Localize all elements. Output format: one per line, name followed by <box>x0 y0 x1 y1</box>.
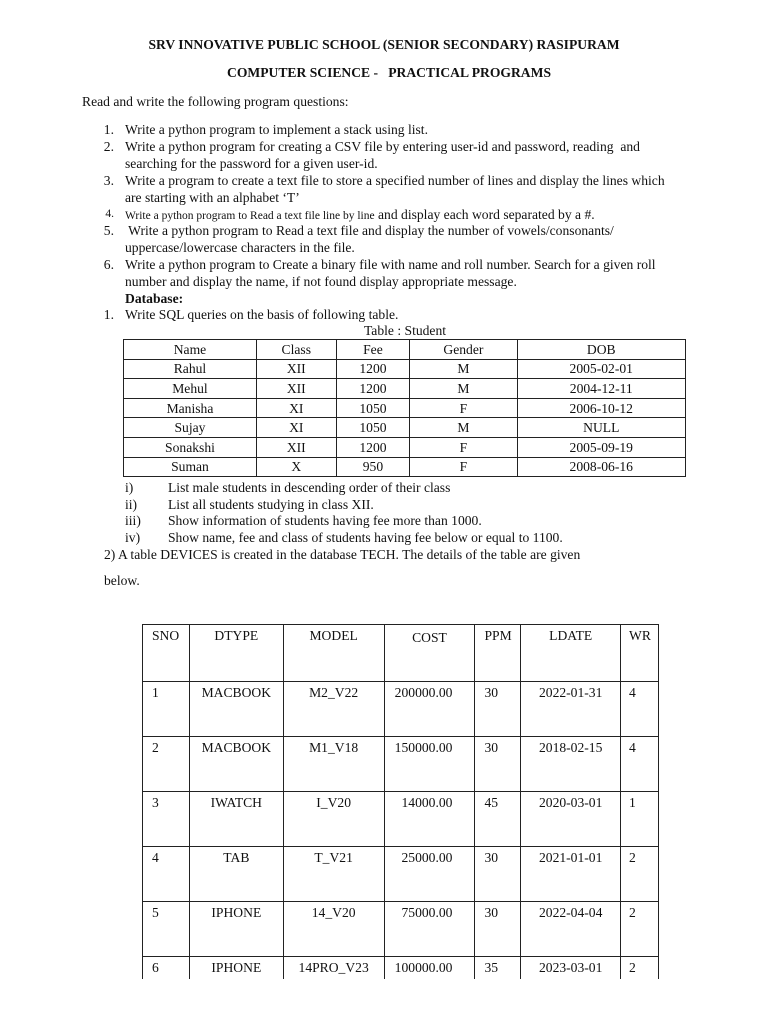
devices-intro-line: 2) A table DEVICES is created in the database TECH. The details of the table are given <box>104 547 581 562</box>
table-cell: 2022-01-31 <box>521 682 621 737</box>
table-cell: 25000.00 <box>384 847 475 902</box>
table-header-row <box>124 340 686 360</box>
table-cell: 2023-03-01 <box>521 957 621 980</box>
table-cell: XII <box>256 359 336 379</box>
program-number: 4. <box>105 208 114 220</box>
table-row <box>124 398 686 418</box>
program-line-part: Write a python program to Read a text file line by line <box>125 210 375 222</box>
table-cell: X <box>256 457 336 477</box>
query-text: List male students in descending order of their class <box>168 480 451 495</box>
query-number: i) <box>125 480 134 495</box>
query-number: iii) <box>125 513 141 528</box>
column-header: SNO <box>143 625 190 682</box>
table-cell: M <box>410 418 517 438</box>
column-header: COST <box>384 625 475 682</box>
table-cell: Rahul <box>124 359 257 379</box>
table-cell: 4 <box>621 737 659 792</box>
table-cell: 75000.00 <box>384 902 475 957</box>
table-cell: 2020-03-01 <box>521 792 621 847</box>
table-cell: Suman <box>124 457 257 477</box>
table-cell: 2 <box>143 737 190 792</box>
table-row <box>143 682 659 737</box>
table-cell: IWATCH <box>189 792 283 847</box>
table-cell: 3 <box>143 792 190 847</box>
table-cell: 2018-02-15 <box>521 737 621 792</box>
column-header: Gender <box>410 340 517 360</box>
query-text: Show information of students having fee more than 1000. <box>168 513 482 528</box>
program-number: 6. <box>103 257 114 272</box>
database-heading: Database: <box>125 291 184 306</box>
table-cell: 30 <box>475 737 521 792</box>
column-header: Class <box>256 340 336 360</box>
table-cell: 200000.00 <box>384 682 475 737</box>
table-cell: 1050 <box>336 418 410 438</box>
table-cell: NULL <box>517 418 686 438</box>
table-cell: 1200 <box>336 437 410 457</box>
table-row <box>143 902 659 957</box>
query-number: iv) <box>125 530 141 545</box>
program-line: number and display the name, if not found display appropriate message. <box>125 274 517 289</box>
program-line: Write a python program to Create a binary file with name and roll number. Search for a given roll <box>125 257 656 272</box>
program-number: 3. <box>103 173 114 188</box>
table-cell: Mehul <box>124 379 257 399</box>
table-cell: 4 <box>621 682 659 737</box>
table-cell: 4 <box>143 847 190 902</box>
table-cell: M <box>410 379 517 399</box>
column-header: LDATE <box>521 625 621 682</box>
table-row <box>143 737 659 792</box>
table-cell: 2 <box>621 957 659 980</box>
table-cell: 14PRO_V23 <box>283 957 384 980</box>
table-cell: Sujay <box>124 418 257 438</box>
table-cell: 30 <box>475 682 521 737</box>
school-title: SRV INNOVATIVE PUBLIC SCHOOL (SENIOR SECONDARY) RASIPURAM <box>148 37 620 52</box>
table-caption: Table : Student <box>363 323 447 338</box>
table-cell: 5 <box>143 902 190 957</box>
program-line: Write a program to create a text file to store a specified number of lines and display the lines which <box>125 173 665 188</box>
program-line: Write a python program to implement a stack using list. <box>125 122 428 137</box>
table-cell: 950 <box>336 457 410 477</box>
column-header: Fee <box>336 340 410 360</box>
table-cell: 14_V20 <box>283 902 384 957</box>
table-cell: M1_V18 <box>283 737 384 792</box>
column-header: PPM <box>475 625 521 682</box>
table-cell: 6 <box>143 957 190 980</box>
student-table <box>123 339 686 477</box>
table-cell: 1200 <box>336 379 410 399</box>
table-cell: 2008-06-16 <box>517 457 686 477</box>
table-cell: F <box>410 437 517 457</box>
table-cell: 2005-09-19 <box>517 437 686 457</box>
table-cell: M2_V22 <box>283 682 384 737</box>
table-cell: 1200 <box>336 359 410 379</box>
program-line: searching for the password for a given user-id. <box>125 156 378 171</box>
table-cell: 14000.00 <box>384 792 475 847</box>
table-cell: F <box>410 398 517 418</box>
table-cell: T_V21 <box>283 847 384 902</box>
table-cell: Manisha <box>124 398 257 418</box>
table-cell: XII <box>256 437 336 457</box>
query-number: ii) <box>125 497 138 512</box>
query-text: Show name, fee and class of students having fee below or equal to 1100. <box>168 530 563 545</box>
table-cell: MACBOOK <box>189 682 283 737</box>
table-cell: 2005-02-01 <box>517 359 686 379</box>
table-cell: 2004-12-11 <box>517 379 686 399</box>
table-cell: 1050 <box>336 398 410 418</box>
table-cell: XI <box>256 398 336 418</box>
table-row <box>143 847 659 902</box>
column-header: DOB <box>517 340 686 360</box>
table-cell: 1 <box>143 682 190 737</box>
table-cell: Sonakshi <box>124 437 257 457</box>
column-header: WR <box>621 625 659 682</box>
program-line: Write a python program for creating a CSV file by entering user-id and password, reading and <box>125 139 640 154</box>
table-cell: 2006-10-12 <box>517 398 686 418</box>
column-header: Name <box>124 340 257 360</box>
devices-intro-line: below. <box>104 573 140 588</box>
table-cell: I_V20 <box>283 792 384 847</box>
table-cell: 30 <box>475 847 521 902</box>
table-row <box>124 457 686 477</box>
table-row <box>124 379 686 399</box>
table-cell: M <box>410 359 517 379</box>
table-cell: XII <box>256 379 336 399</box>
table-cell: 2022-04-04 <box>521 902 621 957</box>
table-row <box>143 792 659 847</box>
program-number: 5. <box>103 223 114 238</box>
program-line-part: and display each word separated by a #. <box>374 207 595 222</box>
table-cell: 1 <box>621 792 659 847</box>
table-cell: F <box>410 457 517 477</box>
column-header: DTYPE <box>189 625 283 682</box>
table-cell: 2021-01-01 <box>521 847 621 902</box>
table-row <box>124 437 686 457</box>
program-line: are starting with an alphabet ‘T’ <box>125 190 300 205</box>
intro-text: Read and write the following program questions: <box>82 94 349 109</box>
table-cell: IPHONE <box>189 902 283 957</box>
table-cell: IPHONE <box>189 957 283 980</box>
devices-table <box>142 624 659 979</box>
table-cell: 2 <box>621 847 659 902</box>
table-cell: 2 <box>621 902 659 957</box>
table-cell: 150000.00 <box>384 737 475 792</box>
table-row <box>143 957 659 980</box>
program-line: uppercase/lowercase characters in the file. <box>125 240 355 255</box>
sql-instruction: Write SQL queries on the basis of following table. <box>125 307 399 322</box>
table-row <box>124 359 686 379</box>
query-text: List all students studying in class XII. <box>168 497 374 512</box>
table-cell: 30 <box>475 902 521 957</box>
table-cell: 100000.00 <box>384 957 475 980</box>
program-number: 2. <box>103 139 114 154</box>
subject-title: COMPUTER SCIENCE - PRACTICAL PROGRAMS <box>227 65 551 80</box>
table-header-row <box>143 625 659 682</box>
table-cell: 45 <box>475 792 521 847</box>
program-line: Write a python program to Read a text file and display the number of vowels/consonants/ <box>125 223 614 238</box>
table-cell: TAB <box>189 847 283 902</box>
table-row <box>124 418 686 438</box>
column-header: MODEL <box>283 625 384 682</box>
program-number: 1. <box>103 122 114 137</box>
table-cell: XI <box>256 418 336 438</box>
sql-number: 1. <box>103 307 114 322</box>
table-cell: MACBOOK <box>189 737 283 792</box>
table-cell: 35 <box>475 957 521 980</box>
